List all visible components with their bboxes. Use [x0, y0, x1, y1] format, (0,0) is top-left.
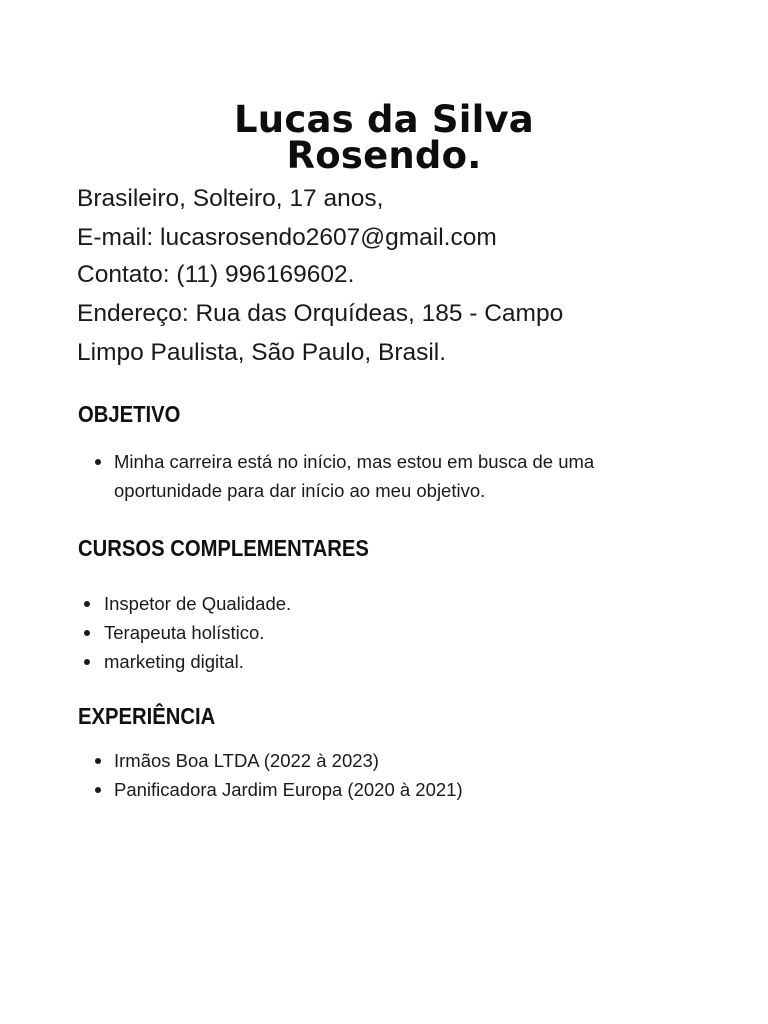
- objetivo-list: [114, 447, 594, 505]
- bullet-dot: [84, 601, 90, 607]
- name-line-1: Lucas da Silva: [234, 98, 534, 141]
- list-item: [104, 589, 291, 618]
- name-line-2: Rosendo.: [286, 134, 482, 177]
- list-item: [114, 447, 594, 476]
- objetivo-text-line-2: oportunidade para dar início ao meu objetivo.: [114, 480, 486, 501]
- curso-item: marketing digital.: [104, 651, 244, 672]
- cursos-list: [104, 589, 291, 676]
- bullet-dot: [95, 459, 101, 465]
- section-title-cursos: CURSOS COMPLEMENTARES: [78, 535, 369, 561]
- bullet-dot: [84, 659, 90, 665]
- list-item: [114, 746, 463, 775]
- experiencia-item: Panificadora Jardim Europa (2020 à 2021): [114, 779, 463, 800]
- list-item: [114, 775, 463, 804]
- section-title-experiencia: EXPERIÊNCIA: [78, 703, 216, 729]
- bullet-dot: [84, 630, 90, 636]
- list-item: [104, 647, 291, 676]
- bullet-dot: [95, 787, 101, 793]
- contact-line: Contato: (11) 996169602.: [77, 261, 355, 288]
- experiencia-item: Irmãos Boa LTDA (2022 à 2023): [114, 750, 379, 771]
- experiencia-list: [114, 746, 463, 804]
- objetivo-text-line-1: Minha carreira está no início, mas estou em busca de uma: [114, 451, 595, 472]
- curso-item: Terapeuta holístico.: [104, 622, 265, 643]
- list-item: [104, 618, 291, 647]
- address-line: Endereço: Rua das Orquídeas, 185 - Campo: [77, 300, 564, 327]
- list-item-continuation: [114, 476, 594, 505]
- section-title-objetivo: OBJETIVO: [78, 401, 181, 427]
- curso-item: Inspetor de Qualidade.: [104, 593, 292, 614]
- address-line-continued: Limpo Paulista, São Paulo, Brasil.: [77, 339, 447, 366]
- personal-info-line: Brasileiro, Solteiro, 17 anos,: [77, 185, 384, 212]
- bullet-dot: [95, 758, 101, 764]
- email-line: E-mail: lucasrosendo2607@gmail.com: [77, 224, 497, 251]
